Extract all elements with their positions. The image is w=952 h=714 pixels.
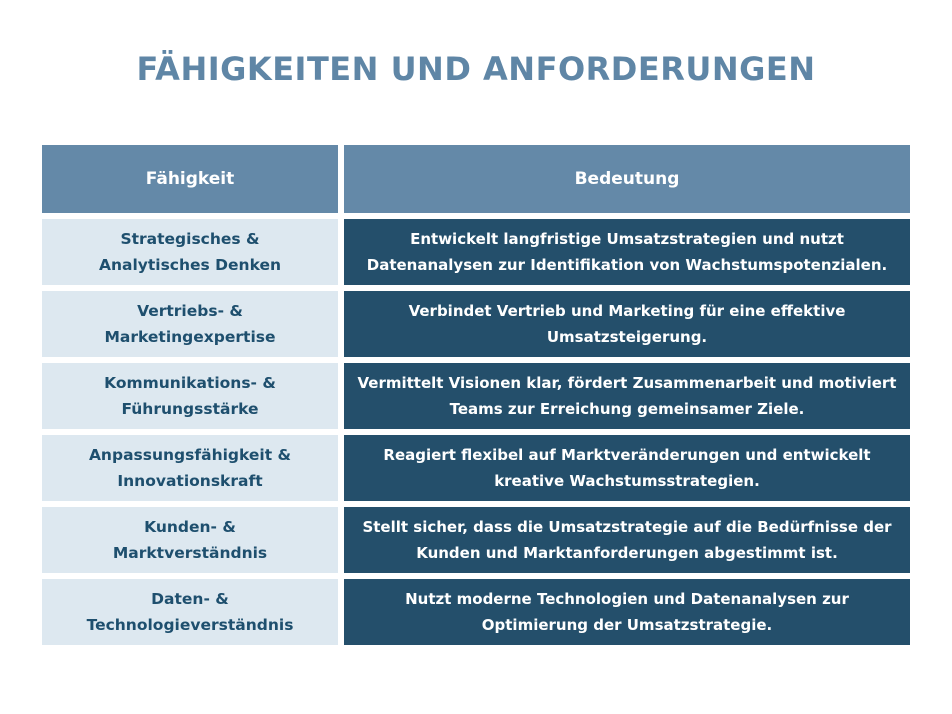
page-title: FÄHIGKEITEN UND ANFORDERUNGEN	[136, 50, 816, 88]
header-meaning: Bedeutung	[344, 145, 910, 213]
header-skill: Fähigkeit	[42, 145, 338, 213]
meaning-line: Kunden und Marktanforderungen abgestimmt ist.	[416, 544, 838, 562]
meaning-line: Nutzt moderne Technologien und Datenanalysen zur	[405, 590, 849, 608]
table-row	[42, 435, 910, 501]
meaning-line: Umsatzsteigerung.	[546, 328, 708, 346]
meaning-line: Entwickelt langfristige Umsatzstrategien und nutzt	[410, 230, 844, 248]
table-header-row	[42, 145, 910, 213]
meaning-line: Reagiert flexibel auf Marktveränderungen und entwickelt	[383, 446, 871, 464]
skill-cell	[42, 435, 338, 501]
skill-line: Führungsstärke	[121, 400, 259, 418]
skill-cell	[42, 219, 338, 285]
meaning-line: Vermittelt Visionen klar, fördert Zusammenarbeit und motiviert	[357, 374, 897, 392]
meaning-line: Teams zur Erreichung gemeinsamer Ziele.	[449, 400, 805, 418]
skill-line: Daten- &	[151, 590, 229, 608]
skill-line: Kommunikations- &	[104, 374, 276, 392]
skill-line: Technologieverständnis	[86, 616, 294, 634]
meaning-line: Datenanalysen zur Identifikation von Wachstumspotenzialen.	[366, 256, 888, 274]
skill-line: Strategisches &	[120, 230, 260, 248]
skill-line: Innovationskraft	[117, 472, 263, 490]
skill-line: Marketingexpertise	[104, 328, 276, 346]
skill-line: Marktverständnis	[112, 544, 268, 562]
meaning-cell	[344, 579, 910, 645]
skill-line: Kunden- &	[144, 518, 236, 536]
meaning-line: Stellt sicher, dass die Umsatzstrategie auf die Bedürfnisse der	[362, 518, 892, 536]
meaning-line: Verbindet Vertrieb und Marketing für eine effektive	[408, 302, 846, 320]
meaning-cell	[344, 291, 910, 357]
meaning-cell	[344, 507, 910, 573]
table-row	[42, 507, 910, 573]
skill-cell	[42, 579, 338, 645]
table-row	[42, 291, 910, 357]
meaning-line: Optimierung der Umsatzstrategie.	[481, 616, 773, 634]
meaning-cell	[344, 435, 910, 501]
table-row	[42, 579, 910, 645]
meaning-cell	[344, 363, 910, 429]
table-row	[42, 219, 910, 285]
meaning-cell	[344, 219, 910, 285]
skill-cell	[42, 291, 338, 357]
table-row	[42, 363, 910, 429]
skill-cell	[42, 363, 338, 429]
skill-line: Analytisches Denken	[98, 256, 282, 274]
skill-cell	[42, 507, 338, 573]
skill-line: Vertriebs- &	[137, 302, 243, 320]
skills-table	[42, 145, 910, 651]
skill-line: Anpassungsfähigkeit &	[88, 446, 292, 464]
meaning-line: kreative Wachstumsstrategien.	[494, 472, 760, 490]
